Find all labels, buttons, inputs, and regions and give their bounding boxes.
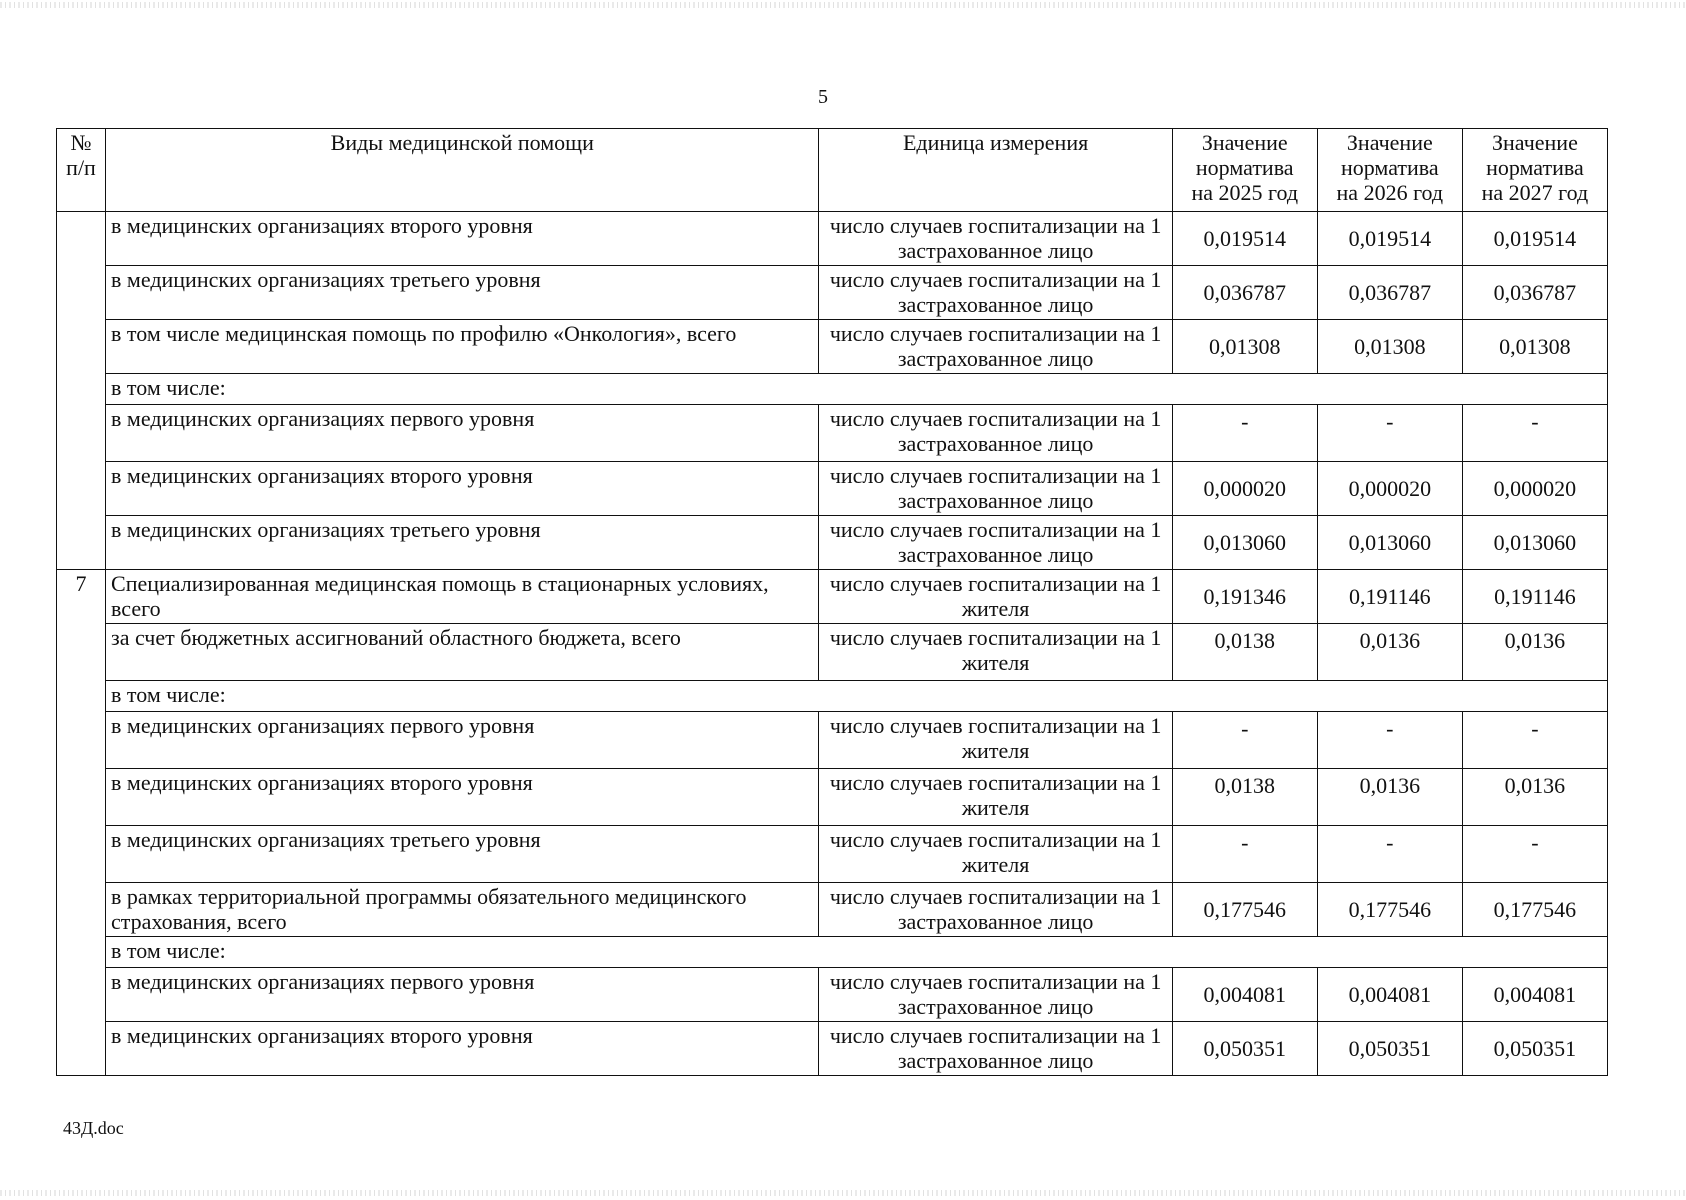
row-unit: число случаев госпитализации на 1 застрахованное лицо [819, 968, 1172, 1022]
table-row [57, 266, 1608, 320]
row-value-2025: 0,019514 [1172, 212, 1317, 266]
row-value-2027: 0,0136 [1462, 769, 1607, 826]
row-value-2025: 0,050351 [1172, 1022, 1317, 1076]
row-value-2025: 0,013060 [1172, 516, 1317, 570]
scan-edge-top [0, 2, 1686, 8]
header-2027-text: Значение норматива на 2027 год [1481, 130, 1589, 205]
row-value-2027: - [1462, 405, 1607, 462]
subheading-row [57, 374, 1608, 405]
norms-table [56, 128, 1608, 1076]
row-unit: число случаев госпитализации на 1 жителя [819, 826, 1172, 883]
row-value-2026: 0,0136 [1317, 769, 1462, 826]
row-number-cell: 7 [57, 570, 106, 1076]
row-value-2026: 0,0136 [1317, 624, 1462, 681]
row-kind: в медицинских организациях второго уровня [106, 1022, 819, 1076]
row-value-2025: 0,01308 [1172, 320, 1317, 374]
subheading-row [57, 937, 1608, 968]
document-filename: 43Д.doc [63, 1118, 124, 1138]
row-unit: число случаев госпитализации на 1 жителя [819, 712, 1172, 769]
row-unit: число случаев госпитализации на 1 застрахованное лицо [819, 405, 1172, 462]
row-unit: число случаев госпитализации на 1 застрахованное лицо [819, 462, 1172, 516]
row-kind: в медицинских организациях второго уровня [106, 462, 819, 516]
row-kind: в том числе медицинская помощь по профилю «Онкология», всего [106, 320, 819, 374]
row-value-2025: 0,191346 [1172, 570, 1317, 624]
header-2026 [1317, 129, 1462, 212]
row-value-2026: - [1317, 826, 1462, 883]
row-kind: в медицинских организациях третьего уровня [106, 826, 819, 883]
row-kind: в медицинских организациях третьего уровня [106, 266, 819, 320]
header-unit: Единица измерения [819, 129, 1172, 212]
row-value-2025: 0,0138 [1172, 624, 1317, 681]
scan-edge-bottom [0, 1190, 1686, 1196]
row-value-2026: 0,01308 [1317, 320, 1462, 374]
row-value-2027: 0,0136 [1462, 624, 1607, 681]
row-value-2027: 0,036787 [1462, 266, 1607, 320]
row-unit: число случаев госпитализации на 1 застрахованное лицо [819, 266, 1172, 320]
row-kind: за счет бюджетных ассигнований областного бюджета, всего [106, 624, 819, 681]
row-value-2025: 0,004081 [1172, 968, 1317, 1022]
table-row [57, 712, 1608, 769]
table-row [57, 320, 1608, 374]
row-unit: число случаев госпитализации на 1 застрахованное лицо [819, 212, 1172, 266]
page-number: 5 [818, 86, 828, 108]
row-value-2026: 0,191146 [1317, 570, 1462, 624]
row-number-cell [57, 212, 106, 570]
table-row [57, 570, 1608, 624]
subheading-row [57, 681, 1608, 712]
row-unit: число случаев госпитализации на 1 застрахованное лицо [819, 516, 1172, 570]
row-value-2027: 0,050351 [1462, 1022, 1607, 1076]
row-kind: в медицинских организациях второго уровня [106, 212, 819, 266]
row-value-2027: - [1462, 712, 1607, 769]
row-unit: число случаев госпитализации на 1 застрахованное лицо [819, 1022, 1172, 1076]
row-value-2025: 0,000020 [1172, 462, 1317, 516]
row-value-2026: - [1317, 712, 1462, 769]
row-value-2026: 0,177546 [1317, 883, 1462, 937]
header-kind: Виды медицинской помощи [106, 129, 819, 212]
header-num [57, 129, 106, 212]
table-row [57, 968, 1608, 1022]
row-value-2025: - [1172, 826, 1317, 883]
row-kind: в рамках территориальной программы обязательного медицинского страхования, всего [106, 883, 819, 937]
header-2025-text: Значение норматива на 2025 год [1191, 130, 1299, 205]
row-kind: в медицинских организациях второго уровня [106, 769, 819, 826]
row-kind: в медицинских организациях третьего уровня [106, 516, 819, 570]
row-value-2027: 0,019514 [1462, 212, 1607, 266]
row-value-2026: 0,000020 [1317, 462, 1462, 516]
table-row [57, 1022, 1608, 1076]
row-value-2025: 0,036787 [1172, 266, 1317, 320]
row-value-2027: 0,013060 [1462, 516, 1607, 570]
row-value-2026: 0,004081 [1317, 968, 1462, 1022]
table-row [57, 462, 1608, 516]
row-kind: в медицинских организациях первого уровня [106, 968, 819, 1022]
table-row [57, 883, 1608, 937]
row-unit: число случаев госпитализации на 1 застрахованное лицо [819, 883, 1172, 937]
row-value-2025: 0,177546 [1172, 883, 1317, 937]
table-row [57, 516, 1608, 570]
row-value-2027: - [1462, 826, 1607, 883]
subheading: в том числе: [106, 681, 1608, 712]
row-value-2027: 0,000020 [1462, 462, 1607, 516]
table-row [57, 769, 1608, 826]
row-value-2025: - [1172, 712, 1317, 769]
header-2025 [1172, 129, 1317, 212]
row-value-2025: 0,0138 [1172, 769, 1317, 826]
header-2026-text: Значение норматива на 2026 год [1336, 130, 1444, 205]
row-unit: число случаев госпитализации на 1 жителя [819, 624, 1172, 681]
row-unit: число случаев госпитализации на 1 жителя [819, 570, 1172, 624]
row-value-2027: 0,01308 [1462, 320, 1607, 374]
table-header-row [57, 129, 1608, 212]
row-unit: число случаев госпитализации на 1 застрахованное лицо [819, 320, 1172, 374]
subheading: в том числе: [106, 374, 1608, 405]
row-value-2026: 0,013060 [1317, 516, 1462, 570]
row-value-2026: - [1317, 405, 1462, 462]
table-row [57, 405, 1608, 462]
row-kind: в медицинских организациях первого уровня [106, 712, 819, 769]
header-num-text: № п/п [66, 130, 96, 180]
row-kind: в медицинских организациях первого уровня [106, 405, 819, 462]
row-value-2027: 0,004081 [1462, 968, 1607, 1022]
table-row [57, 212, 1608, 266]
row-value-2025: - [1172, 405, 1317, 462]
header-2027 [1462, 129, 1607, 212]
table-row [57, 624, 1608, 681]
row-value-2026: 0,050351 [1317, 1022, 1462, 1076]
row-value-2027: 0,191146 [1462, 570, 1607, 624]
table-row [57, 826, 1608, 883]
row-kind: Специализированная медицинская помощь в стационарных условиях, всего [106, 570, 819, 624]
row-value-2026: 0,019514 [1317, 212, 1462, 266]
row-value-2026: 0,036787 [1317, 266, 1462, 320]
row-unit: число случаев госпитализации на 1 жителя [819, 769, 1172, 826]
subheading: в том числе: [106, 937, 1608, 968]
row-value-2027: 0,177546 [1462, 883, 1607, 937]
